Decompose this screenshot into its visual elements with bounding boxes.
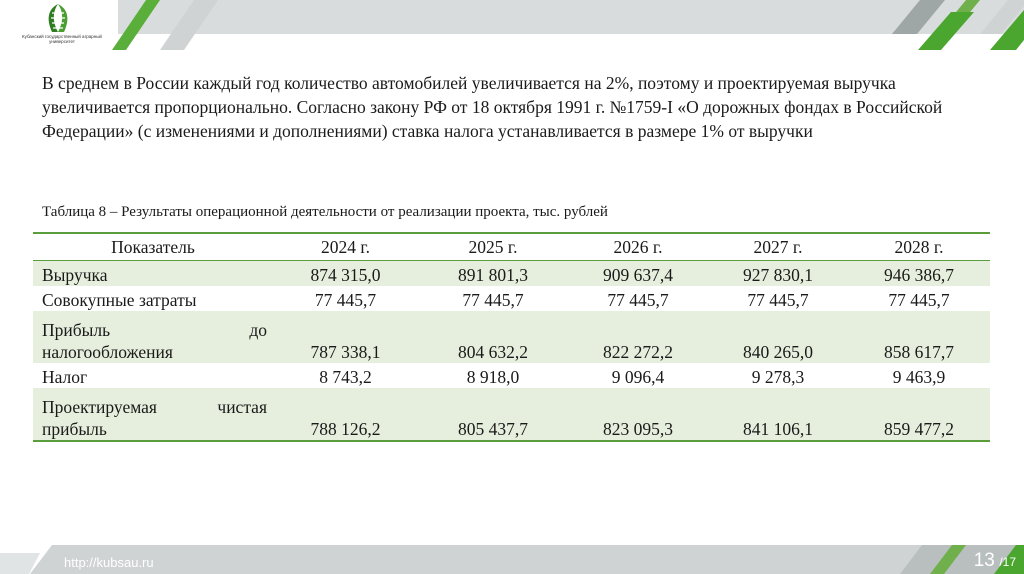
row-label-text: Налог — [42, 367, 88, 387]
table-cell: 822 272,2 — [603, 342, 673, 362]
row-label-text: прибыль — [42, 419, 107, 439]
table-cell: 858 617,7 — [884, 342, 954, 362]
table-cell: 77 445,7 — [607, 290, 669, 310]
results-table — [33, 232, 990, 442]
table-row — [33, 388, 990, 441]
total-pages: /17 — [999, 555, 1016, 569]
table-cell: 9 463,9 — [892, 367, 946, 387]
column-header: Показатель — [111, 237, 195, 257]
row-label — [33, 363, 273, 388]
row-label — [33, 261, 273, 287]
table-cell: 8 918,0 — [466, 367, 520, 387]
table-cell: 874 315,0 — [310, 265, 381, 285]
table-row — [33, 311, 990, 363]
table-cell: 804 632,2 — [458, 342, 528, 362]
row-label-text: Проектируемая чистая — [42, 397, 267, 417]
table-cell: 9 096,4 — [611, 367, 665, 387]
table-cell: 909 637,4 — [603, 265, 673, 285]
table-cell: 840 265,0 — [743, 342, 813, 362]
row-label — [33, 286, 273, 311]
table-cell: 823 095,3 — [603, 419, 673, 439]
university-logo[interactable] — [14, 3, 110, 49]
table-cell: 77 445,7 — [314, 290, 377, 310]
row-label-text: Выручка — [42, 265, 108, 285]
row-label — [33, 311, 273, 363]
leaf-logo-icon — [38, 3, 78, 33]
table-cell: 77 445,7 — [747, 290, 809, 310]
table-cell: 841 106,1 — [743, 419, 813, 439]
table-row — [33, 286, 990, 311]
table-caption: Таблица 8 – Результаты операционной деятельности от реализации проекта, тыс. рублей — [42, 204, 608, 220]
logo-text: Кубанский государственный аграрный университет — [22, 34, 102, 44]
column-header: 2027 г. — [753, 237, 803, 257]
table-cell: 927 830,1 — [743, 265, 813, 285]
row-label-text: Совокупные затраты — [42, 290, 197, 310]
table-cell: 859 477,2 — [884, 419, 954, 439]
top-decoration — [0, 0, 1024, 50]
table-cell: 77 445,7 — [888, 290, 950, 310]
row-label-text: налогообложения — [42, 342, 173, 362]
current-page: 13 — [973, 550, 995, 571]
table-cell: 9 278,3 — [751, 367, 805, 387]
table-cell: 946 386,7 — [884, 265, 954, 285]
column-header: 2024 г. — [321, 237, 370, 257]
table-cell: 788 126,2 — [310, 419, 381, 439]
table-header-row — [33, 233, 990, 261]
table-cell: 787 338,1 — [310, 342, 381, 362]
column-header: 2026 г. — [613, 237, 663, 257]
row-label-text: Прибыль до — [42, 320, 267, 340]
table-cell: 891 801,3 — [458, 265, 528, 285]
table-row — [33, 261, 990, 287]
column-header: 2025 г. — [468, 237, 518, 257]
table-cell: 77 445,7 — [462, 290, 524, 310]
row-label — [33, 388, 273, 441]
page-number — [974, 550, 1016, 572]
table-row — [33, 363, 990, 388]
footer-url-link[interactable]: http://kubsau.ru — [64, 555, 154, 570]
table-cell: 805 437,7 — [458, 419, 528, 439]
column-header: 2028 г. — [894, 237, 944, 257]
intro-paragraph: В среднем в России каждый год количество автомобилей увеличивается на 2%, поэтому и проектируемая выручка увеличивается пропорционально. Согласно закону РФ от 18 октября 1991 г. №1759-I «О дорожных фондах в Российской Федерации» (с изменениями и дополнениями) ставка налога устанавливается в размере 1% от выручки — [42, 73, 943, 141]
table-cell: 8 743,2 — [319, 367, 372, 387]
